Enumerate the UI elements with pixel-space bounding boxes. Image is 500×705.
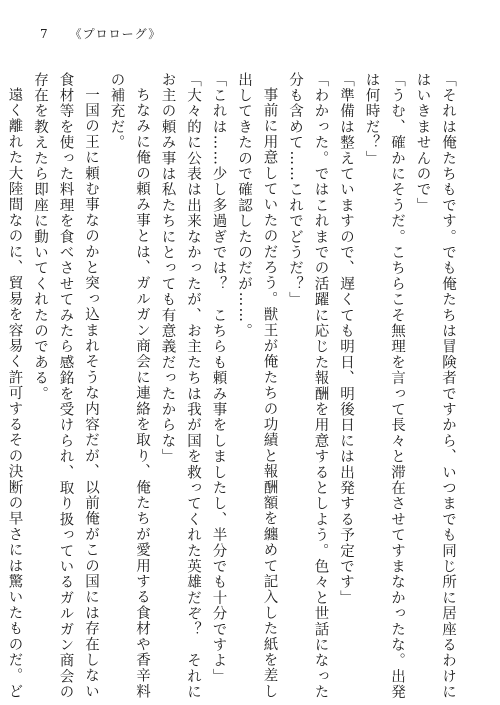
text-line-11: 「大々的に公表は出来なかったが、お主たちは我が国を救ってくれた英雄だぞ？ それに [185, 72, 201, 700]
text-line-18: 遠く離れた大陸間なのに、貿易を容易く許可するその決断の早さには驚いたものだ。ど [6, 86, 23, 699]
vertical-body-text [6, 72, 460, 700]
text-line-8: 事前に用意していたのだろう。獣王が俺たちの功績と報酬額を纏めて記入した紙を差し [261, 86, 278, 699]
text-line-17: 存在を教えたら即座に動いてくれたのである。 [32, 72, 48, 402]
text-line-5: 「準備は整えていますので、遅くても明日、明後日には出発する予定です」 [338, 72, 354, 606]
text-line-10: 「これは……少し多過ぎでは？ こちらも頼み事をしましたし、半分でも十分ですよ」 [210, 72, 227, 685]
text-line-1: 「それは俺たちもです。でも俺たちは冒険者ですから、いつまでも同じ所に居座るわけに [440, 72, 456, 700]
chapter-title: 《プロローグ》 [69, 27, 162, 41]
page-number: 7 [40, 27, 48, 41]
text-line-15: 一国の王に頼む事なのかと突っ込まれそうな内容だが、以前俺がこの国には存在しない [83, 86, 99, 699]
text-line-6: 「わかった。ではこれまでの活躍に応じた報酬を用意するとしよう。色々と世話になった [312, 72, 329, 700]
text-line-13: ちなみに俺の頼み事とは、ガルガン商会に連絡を取り、俺たちが愛用する食材や香辛料 [134, 86, 150, 699]
text-line-16: 食材等を使った料理を食べさせてみたら感銘を受けられ、取り扱っているガルガン商会の [57, 72, 74, 700]
text-line-4: は何時だ？」 [363, 72, 380, 167]
text-line-14: の補充だ。 [108, 72, 125, 151]
text-line-3: 「うむ、確かにそうだ。こちらこそ無理を言って長々と滞在させてすまなかったな。出発 [389, 72, 405, 700]
text-line-12: お主の頼み事は私たちにとっても有意義だったからな」 [159, 72, 176, 465]
text-line-2: はいきませんので」 [414, 72, 431, 214]
page-header [40, 28, 161, 40]
text-line-7: 分も含めて……これでどうだ？」 [287, 72, 303, 308]
text-line-9: 出してきたので確認したのだが……。 [236, 72, 252, 339]
